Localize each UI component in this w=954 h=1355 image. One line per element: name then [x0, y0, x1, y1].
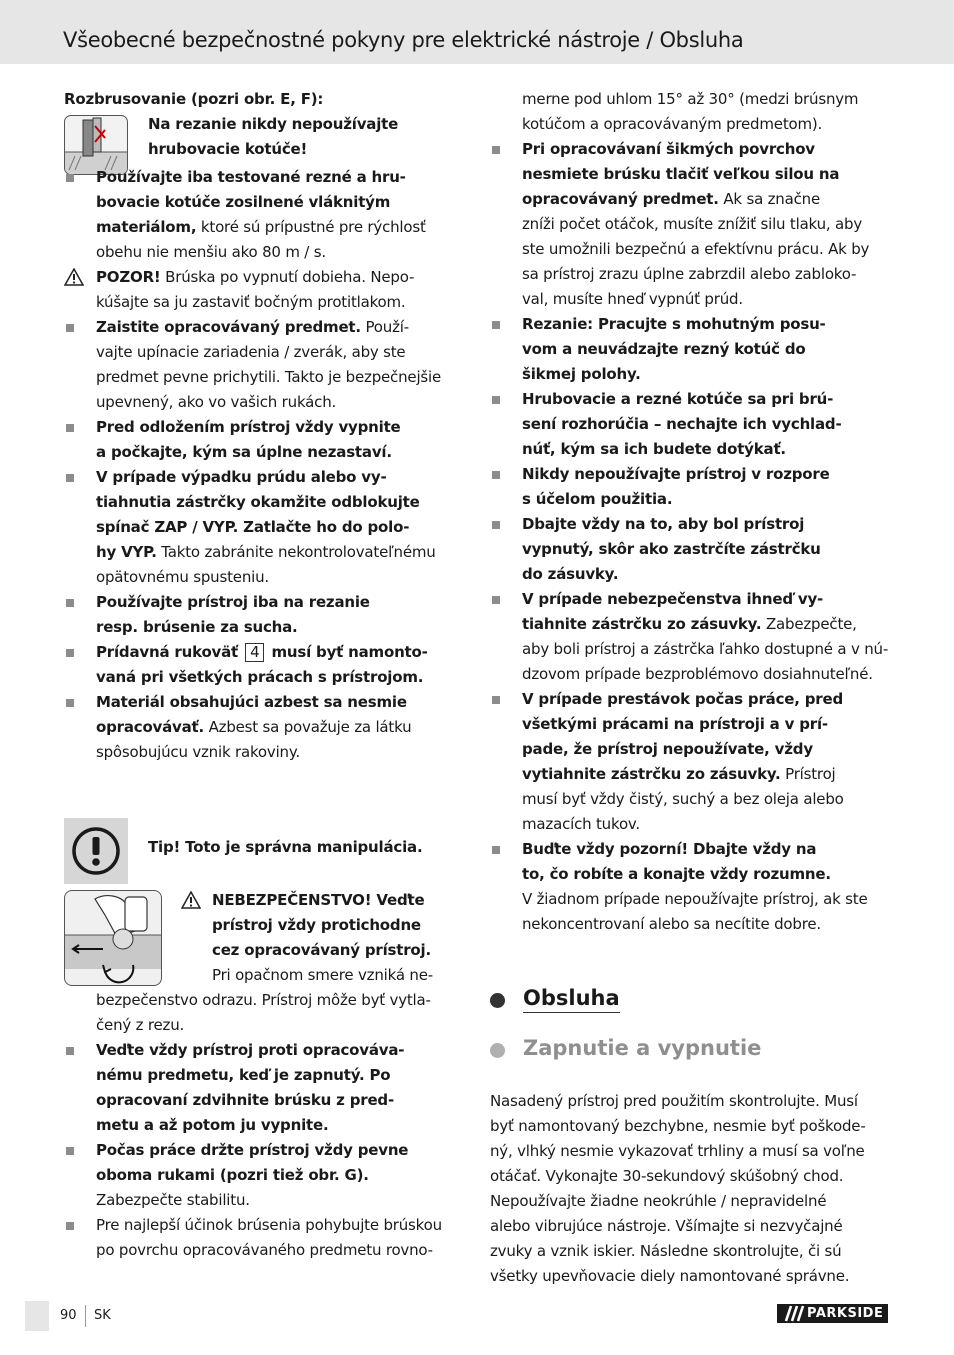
section-dot — [490, 993, 505, 1008]
exclamation-icon — [64, 818, 128, 884]
list-item: V prípade prestávok počas práce, pred všetkými prácami na prístroji a v prí- pade, že prístroj nepoužívate, vždy vytiahnite zástrčku zo zásuvky. Prístroj musí byť vždy čistý, suchý a bez oleja alebo mazacích tukov. — [490, 687, 894, 837]
danger-block: NEBEZPEČENSTVO! Veďte prístroj vždy protichodne cez opracovávaný prístroj. Pri opačnom smere vzniká ne- bezpečenstvo odrazu. Prístroj môže byť vytla- čený z rezu. Veďte vždy prístroj proti opracováva- nému predmetu, keď je zapnutý. Po opracovaní zdvihnite brúsku z pred- metu a až potom ju vypnite. Počas práce držte prístroj vždy pevne oboma rukami (pozri tiež obr. G). Zabezpečte stabilitu. Pre najlepší účinok brúsenia pohybujte brúskou po povrchu opracovávaného predmetu rovno- — [64, 888, 466, 1263]
operation-paragraph: Nasadený prístroj pred použitím skontrolujte. Musí byť namontovaný bezchybne, nesmie byť poškode- ný, vlhký nesmie vykazovať trhliny a musí sa voľne otáčať. Vykonajte 30-sekundový skúšobný chod. Nepoužívajte žiadne neokrúhle / nepravidelné alebo vibrujúce nástroje. Všímajte si nezvyčajné zvuky a vznik iskier. Následne skontrolujte, či sú všetky upevňovacie diely namontované správne. — [490, 1092, 866, 1285]
list-item: Zaistite opracovávaný predmet. Použí- vajte upínacie zariadenia / zverák, aby ste predmet pevne prichytili. Takto je bezpečnejšie upevnený, ako vo vašich rukách. — [64, 315, 466, 415]
bullet-square — [492, 146, 500, 154]
left-column — [64, 87, 466, 765]
section-dot — [490, 1043, 505, 1058]
list-item: Používajte iba testované rezné a hru- bovacie kotúče zosilnené vláknitým materiálom, ktoré sú prípustné pre rýchlosť obehu nie menšiu ako 80 m / s. — [64, 165, 466, 265]
footer-marker — [25, 1301, 49, 1331]
warning-item: POZOR! Brúska po vypnutí dobieha. Nepo- kúšajte sa ju zastaviť bočným protitlakom. — [64, 265, 466, 315]
tip-text: Tip! Toto je správna manipulácia. — [148, 838, 423, 856]
bullet-square — [66, 1147, 74, 1155]
list-item: V prípade výpadku prúdu alebo vy- tiahnutia zástrčky okamžite odblokujte spínač ZAP / VYP. Zatlačte ho do polo- hy VYP. Takto zabránite nekontrolovateľnému opätovnému spusteniu. — [64, 465, 466, 590]
part-number-badge: 4 — [245, 643, 264, 662]
figure-caption-line1: Na rezanie nikdy nepoužívajte — [148, 115, 399, 133]
list-item: V prípade nebezpečenstva ihneď vy- tiahnite zástrčku zo zásuvky. Zabezpečte, aby boli prístroj a zástrčka ľahko dostupné a v nú- dzovom prípade bezproblémovo dosiahnuteľné. — [490, 587, 894, 687]
bullet-square — [492, 696, 500, 704]
list-item: Veďte vždy prístroj proti opracováva- nému predmetu, keď je zapnutý. Po opracovaní zdvihnite brúsku z pred- metu a až potom ju vypnite. — [64, 1038, 466, 1138]
bullet-square — [66, 424, 74, 432]
list-item: Pre najlepší účinok brúsenia pohybujte brúskou po povrchu opracovávaného predmetu rovno- — [64, 1213, 466, 1263]
tip-box — [64, 818, 128, 884]
page-title: Všeobecné bezpečnostné pokyny pre elektrické nástroje / Obsluha — [63, 28, 744, 52]
list-item: Pri opracovávaní šikmých povrchov nesmiete brúsku tlačiť veľkou silou na opracovávaný predmet. Ak sa značne zníži počet otáčok, musíte znížiť silu tlaku, aby ste umožnili bezpečnú a efektívnu prácu. Ak by sa prístroj zrazu úplne zabrzdil alebo zabloko- val, musíte hneď vypnúť prúd. — [490, 137, 894, 312]
list-item: Nikdy nepoužívajte prístroj v rozpore s účelom použitia. — [490, 462, 894, 512]
bullet-square — [66, 174, 74, 182]
bullet-square — [66, 699, 74, 707]
bullet-square — [66, 649, 74, 657]
right-column: merne pod uhlom 15° až 30° (medzi brúsnym kotúčom a opracovávaným predmetom). Pri opracovávaní šikmých povrchov nesmiete brúsku tlačiť veľkou silou na opracovávaný predmet. Ak sa značne zníži počet otáčok, musíte znížiť silu tlaku, aby ste umožnili bezpečnú a efektívnu prácu. Ak by sa prístroj zrazu úplne zabrzdil alebo zabloko- val, musíte hneď vypnúť prúd. Rezanie: Pracujte s mohutným posu- vom a neuvádzajte rezný kotúč do šikmej polohy. Hrubovacie a rezné kotúče sa pri brú- sení rozhorúčia – nechajte ich vychlad- núť, kým sa ich budete dotýkať. Nikdy nepoužívajte prístroj v rozpore s účelom použitia. Dbajte vždy na to, aby bol prístroj vypnutý, skôr ako zastrčíte zástrčku do zásuvky. V prípade nebezpečenstva ihneď vy- tiahnite zástrčku zo zásuvky. Zabezpečte, aby boli prístroj a zástrčka ľahko dostupné a v nú- dzovom prípade bezproblémovo dosiahnuteľné. V prípade prestávok počas práce, pred všetkými prácami na prístroji a v prí- pade, že prístroj nepoužívate, vždy vytiahnite zástrčku zo zásuvky. Prístroj musí byť vždy čistý, suchý a bez oleja alebo mazacích tukov. Buďte vždy pozorní! Dbajte vždy na to, čo robíte a konajte vždy rozumne. V žiadnom prípade nepoužívajte prístroj, ak ste nekoncentrovaní alebo sa necítite dobre. — [490, 87, 894, 937]
section-heading: Rozbrusovanie (pozri obr. E, F): — [64, 90, 324, 108]
footer-divider — [85, 1305, 86, 1327]
bullet-square — [66, 324, 74, 332]
figure-caption-line2: hrubovacie kotúče! — [148, 140, 308, 158]
page-header — [0, 0, 954, 64]
list-item: Hrubovacie a rezné kotúče sa pri brú- sení rozhorúčia – nechajte ich vychlad- núť, kým sa ich budete dotýkať. — [490, 387, 894, 462]
bullet-square — [492, 846, 500, 854]
bullet-square — [492, 396, 500, 404]
bullet-square — [66, 599, 74, 607]
logo-stripes-icon — [781, 1304, 807, 1323]
warning-icon — [64, 268, 84, 294]
bullet-square — [66, 1222, 74, 1230]
page-number: 90 — [60, 1308, 77, 1323]
bullet-square — [492, 321, 500, 329]
list-item: Pred odložením prístroj vždy vypnite a počkajte, kým sa úplne nezastaví. — [64, 415, 466, 465]
list-item: Rezanie: Pracujte s mohutným posu- vom a neuvádzajte rezný kotúč do šikmej polohy. — [490, 312, 894, 387]
bullet-square — [66, 1047, 74, 1055]
bullet-square — [492, 596, 500, 604]
list-item: Počas práce držte prístroj vždy pevne oboma rukami (pozri tiež obr. G). Zabezpečte stabilitu. — [64, 1138, 466, 1213]
warning-icon — [181, 891, 201, 917]
bullet-square — [492, 521, 500, 529]
list-item: Materiál obsahujúci azbest sa nesmie opracovávať. Azbest sa považuje za látku spôsobujúcu vznik rakoviny. — [64, 690, 466, 765]
list-item: Buďte vždy pozorní! Dbajte vždy na to, čo robíte a konajte vždy rozumne. V žiadnom prípade nepoužívajte prístroj, ak ste nekoncentrovaní alebo sa necítite dobre. — [490, 837, 894, 937]
brand-logo: PARKSIDE — [777, 1304, 888, 1323]
bullet-square — [66, 474, 74, 482]
list-item: Prídavná rukoväť 4 musí byť namonto- vaná pri všetkých prácach s prístrojom. — [64, 640, 466, 690]
list-item: Používajte prístroj iba na rezanie resp. brúsenie za sucha. — [64, 590, 466, 640]
bullet-square — [492, 471, 500, 479]
language-code: SK — [94, 1308, 111, 1323]
list-item: Dbajte vždy na to, aby bol prístroj vypnutý, skôr ako zastrčíte zástrčku do zásuvky. — [490, 512, 894, 587]
figure-block — [64, 112, 466, 162]
